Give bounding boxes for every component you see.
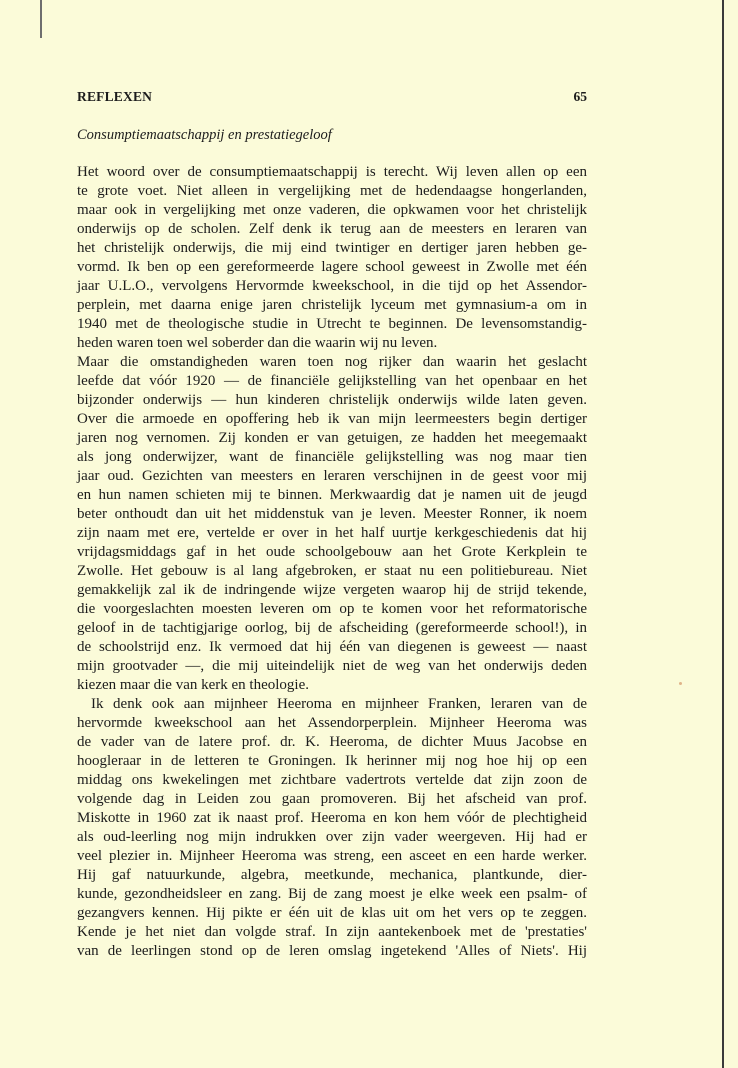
text-line: geloof in de tachtigjarige oorlog, bij de afscheiding (gereformeerde school!), in bbox=[77, 620, 587, 636]
text-line: van de leerlingen stond op de leren omslag ingetekend 'Alles of Niets'. Hij bbox=[77, 943, 587, 959]
text-line: heden waren toen wel soberder dan die waarin wij nu leven. bbox=[77, 335, 438, 351]
text-line: jaar U.L.O., vervolgens Hervormde kweekschool, in die tijd op het Assendor- bbox=[77, 278, 587, 294]
text-line: het christelijk onderwijs, die mij eind twintiger en dertiger jaren hebben ge- bbox=[77, 240, 587, 256]
text-line: als oud-leerling nog mijn indrukken over zijn vader weergeven. Hij had er bbox=[77, 829, 587, 845]
text-line: Hij gaf natuurkunde, algebra, meetkunde, mechanica, plantkunde, dier- bbox=[77, 867, 587, 883]
text-line: onderwijs op de scholen. Zelf denk ik terug aan de meesters en leraren van bbox=[77, 221, 587, 237]
text-line: Kende je het niet dan volgde straf. In zijn aantekenboek met de 'prestaties' bbox=[77, 924, 587, 940]
text-line: kiezen maar die van kerk en theologie. bbox=[77, 677, 309, 693]
text-line: 1940 met de theologische studie in Utrecht te beginnen. De levensomstandig- bbox=[77, 316, 587, 332]
text-line: zijn naam met ere, vertelde er over in het half uurtje kerkgeschiedenis dat hij bbox=[77, 525, 587, 541]
text-line: beter onthoudt dan uit het middenstuk van je leven. Meester Ronner, ik noem bbox=[77, 506, 587, 522]
text-line: vormd. Ik ben op een gereformeerde lagere school geweest in Zwolle met één bbox=[77, 259, 587, 275]
page-number: 65 bbox=[573, 89, 587, 104]
text-line: gezangvers kennen. Hij pikte er één uit de klas uit om het vers op te zeggen. bbox=[77, 905, 587, 921]
running-header bbox=[77, 89, 587, 109]
text-line: Miskotte in 1960 zat ik naast prof. Heeroma en kon hem vóór de plechtigheid bbox=[77, 810, 587, 826]
text-line: volgende dag in Leiden zou gaan promoveren. Bij het afscheid van prof. bbox=[77, 791, 587, 807]
scan-speck bbox=[679, 682, 682, 685]
text-line: te grote voet. Niet alleen in vergelijking met de hedendaagse hongerlanden, bbox=[77, 183, 587, 199]
header-title: REFLEXEN bbox=[77, 89, 153, 104]
scan-edge-left bbox=[40, 0, 42, 38]
text-line: de vader van de latere prof. dr. K. Heeroma, de dichter Muus Jacobse en bbox=[77, 734, 587, 750]
scan-edge-right bbox=[722, 0, 724, 1068]
text-line: die voorgeslachten moesten leveren om op te komen voor het reformatorische bbox=[77, 601, 587, 617]
text-line: Maar die omstandigheden waren toen nog rijker dan waarin het geslacht bbox=[77, 354, 587, 370]
text-line: mijn grootvader —, die mij uiteindelijk niet de weg van het onderwijs deden bbox=[77, 658, 587, 674]
text-line: kunde, gezondheidsleer en zang. Bij de zang moest je elke week een psalm- of bbox=[77, 886, 587, 902]
section-title: Consumptiemaatschappij en prestatiegeloof bbox=[77, 127, 332, 143]
text-line: hervormde kweekschool aan het Assendorperplein. Mijnheer Heeroma was bbox=[77, 715, 587, 731]
text-line: perplein, met daarna enige jaren christelijk lyceum met gymnasium-a om in bbox=[77, 297, 587, 313]
text-line: gemakkelijk zal ik de indringende wijze vergeten waarop hij de strijd tekende, bbox=[77, 582, 587, 598]
text-line: als jong onderwijzer, want de financiële gelijkstelling was nog maar tien bbox=[77, 449, 587, 465]
text-line: leefde dat vóór 1920 — de financiële gelijkstelling van het openbaar en het bbox=[77, 373, 587, 389]
text-line: de schoolstrijd enz. Ik vermoed dat hij één van diegenen is geweest — naast bbox=[77, 639, 587, 655]
text-line: Zwolle. Het gebouw is al lang afgebroken, er staat nu een politiebureau. Niet bbox=[77, 563, 587, 579]
text-line: Over die armoede en opoffering heb ik van mijn leermeesters begin dertiger bbox=[77, 411, 587, 427]
body-text bbox=[77, 163, 587, 961]
text-line: middag ons kwekelingen met zichtbare vadertrots vertelde dat zijn zoon de bbox=[77, 772, 587, 788]
text-line: maar ook in vergelijking met onze vaderen, die opkwamen voor het christelijk bbox=[77, 202, 587, 218]
text-line: jaren nog vernomen. Zij konden er van getuigen, ze hadden het meegemaakt bbox=[77, 430, 587, 446]
text-line: en hun namen schieten mij te binnen. Merkwaardig dat je namen uit de jeugd bbox=[77, 487, 587, 503]
text-line: bijzonder onderwijs — hun kinderen christelijk onderwijs wilde laten geven. bbox=[77, 392, 587, 408]
text-line: vrijdagsmiddags gaf in het oude schoolgebouw aan het Grote Kerkplein te bbox=[77, 544, 587, 560]
text-line: veel plezier in. Mijnheer Heeroma was streng, een asceet en een harde werker. bbox=[77, 848, 587, 864]
text-line: Ik denk ook aan mijnheer Heeroma en mijnheer Franken, leraren van de bbox=[91, 696, 587, 712]
text-line: hoogleraar in de letteren te Groningen. Ik herinner mij nog hoe hij op een bbox=[77, 753, 587, 769]
text-line: Het woord over de consumptiemaatschappij is terecht. Wij leven allen op een bbox=[77, 164, 587, 180]
text-line: jaar oud. Gezichten van meesters en leraren verschijnen in de geest voor mij bbox=[77, 468, 587, 484]
